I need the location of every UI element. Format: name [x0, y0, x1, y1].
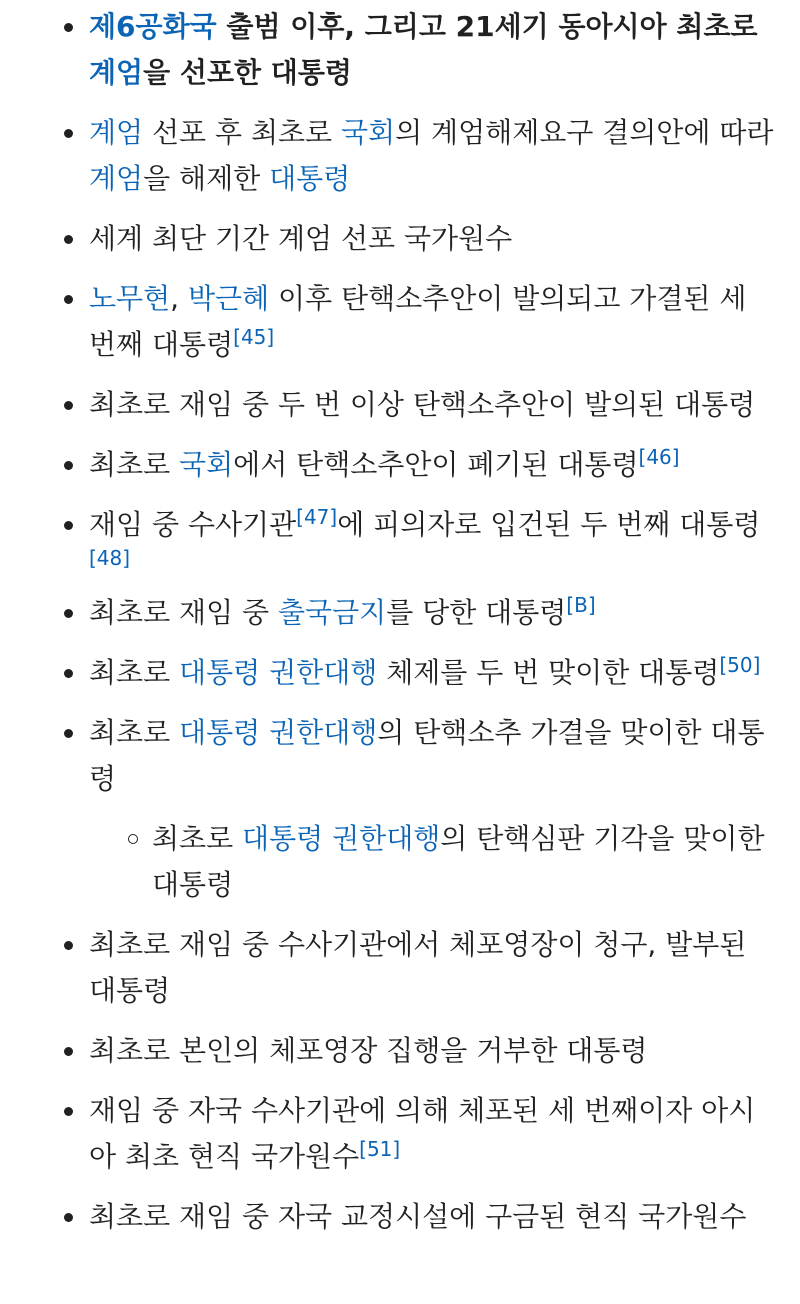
list-item	[0, 382, 800, 428]
item-text: 에서 탄핵소추안이 폐기된 대통령	[233, 448, 639, 481]
item-text: 을 선포한 대통령	[143, 56, 352, 89]
item-text: 최초로 재임 중 자국 교정시설에 구금된 현직 국가원수	[89, 1200, 747, 1233]
item-text: 재임 중 수사기관	[89, 508, 297, 541]
item-text: 선포 후 최초로	[143, 116, 341, 149]
link-martial-law[interactable]: 계엄	[89, 116, 144, 149]
list-item	[0, 276, 800, 368]
item-text: 출범 이후, 그리고 21세기 동아시아 최초로	[216, 10, 758, 43]
list-item	[0, 4, 800, 96]
link-national-assembly[interactable]: 국회	[179, 448, 234, 481]
footnote-ref[interactable]: [51]	[359, 1137, 401, 1161]
list-item	[0, 502, 800, 576]
item-text: 최초로 재임 중 두 번 이상 탄핵소추안이 발의된 대통령	[89, 388, 756, 421]
sub-list-item	[89, 816, 780, 908]
item-text: 재임 중 자국 수사기관에 의해 체포된 세 번째이자 아시아 최초 현직 국가원수	[89, 1094, 756, 1173]
item-text: 에 피의자로 입건된 두 번째 대통령	[337, 508, 761, 541]
link-exit-ban[interactable]: 출국금지	[278, 596, 387, 629]
item-text: 의 계엄해제요구 결의안에 따라	[395, 116, 774, 149]
item-text: 이후 탄핵소추안이 발의되고 가결된 세 번째 대통령	[89, 282, 747, 361]
footnote-ref[interactable]: [50]	[719, 653, 761, 677]
link-president[interactable]: 대통령	[269, 162, 351, 195]
item-text: 를 당한 대통령	[386, 596, 567, 629]
list-item	[0, 1028, 800, 1074]
footnote-ref[interactable]: [B]	[566, 593, 596, 617]
item-text: 의 탄핵심판 기각을 맞이한 대통령	[152, 822, 765, 901]
link-national-assembly[interactable]: 국회	[341, 116, 396, 149]
list-item	[0, 922, 800, 1014]
item-text: 최초로 재임 중	[89, 596, 278, 629]
list-item	[0, 650, 800, 696]
item-text: 최초로	[89, 656, 180, 689]
list-item	[0, 442, 800, 488]
list-item	[0, 590, 800, 636]
item-text: 세계 최단 기간 계엄 선포 국가원수	[89, 222, 513, 255]
item-text: 최초로 본인의 체포영장 집행을 거부한 대통령	[89, 1034, 648, 1067]
link-martial-law[interactable]: 계엄	[89, 162, 144, 195]
link-martial-law[interactable]: 계엄	[89, 56, 144, 89]
item-text: 을 해제한	[143, 162, 270, 195]
item-text: ,	[170, 282, 188, 315]
footnote-ref[interactable]: [45]	[233, 325, 275, 349]
list-item	[0, 110, 800, 202]
link-acting-president[interactable]: 대통령 권한대행	[179, 656, 378, 689]
footnote-ref[interactable]: [47]	[296, 505, 338, 529]
link-acting-president[interactable]: 대통령 권한대행	[179, 716, 378, 749]
item-text: 최초로	[152, 822, 243, 855]
item-text: 최초로 재임 중 수사기관에서 체포영장이 청구, 발부된 대통령	[89, 928, 747, 1007]
link-acting-president[interactable]: 대통령 권한대행	[242, 822, 441, 855]
footnote-ref[interactable]: [48]	[89, 546, 131, 570]
list-item	[0, 216, 800, 262]
list-item	[0, 1194, 800, 1240]
link-roh-moo-hyun[interactable]: 노무현	[89, 282, 171, 315]
link-sixth-republic[interactable]: 제6공화국	[89, 10, 217, 43]
list-item	[0, 710, 800, 908]
item-text: 체제를 두 번 맞이한 대통령	[377, 656, 720, 689]
list-item	[0, 1088, 800, 1180]
item-text: 의 탄핵소추 가결을 맞이한 대통령	[89, 716, 765, 795]
footnote-ref[interactable]: [46]	[638, 445, 680, 469]
item-text: 최초로	[89, 448, 180, 481]
item-text: 최초로	[89, 716, 180, 749]
link-park-geun-hye[interactable]: 박근혜	[187, 282, 270, 315]
sub-list	[89, 816, 780, 908]
